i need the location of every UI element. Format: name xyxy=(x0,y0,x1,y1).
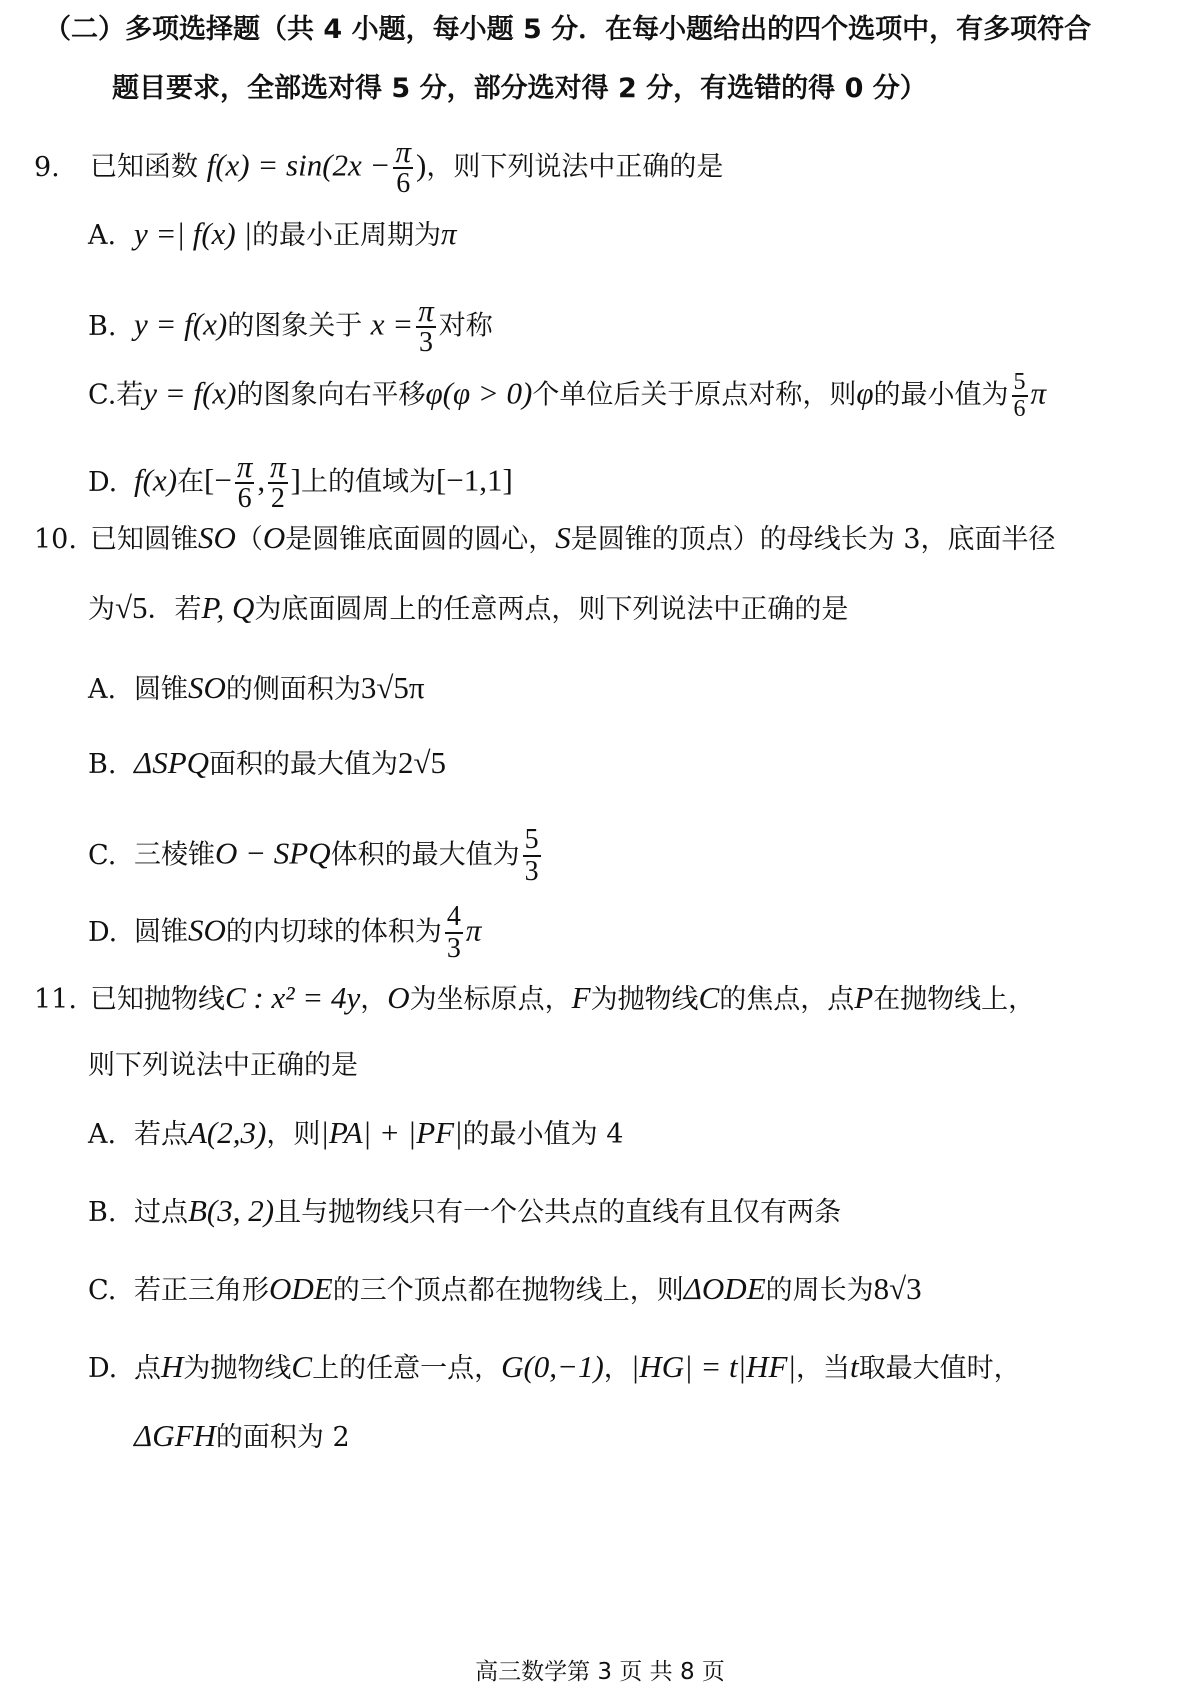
fraction: $\frac{4}{3}$ xyxy=(446,901,461,964)
question-11-option-a: A. 若点A(2,3)，则|PA| + |PF|的最小值为 4 xyxy=(88,1115,624,1150)
question-10-stem-line1: 10. 已知圆锥SO（O是圆锥底面圆的圆心，S是圆锥的顶点）的母线长为 3，底面半径 xyxy=(34,520,1056,555)
question-9-option-a: A. y =| f(x) |的最小正周期为π xyxy=(88,216,457,251)
question-9-option-b: B. y = f(x)的图象关于 x = $\frac{\pi}{3}$ 对称 xyxy=(88,293,493,358)
page-footer: 高三数学第 3 页 共 8 页 xyxy=(475,1659,725,1685)
question-10-option-c: C. 三棱锥O − SPQ体积的最大值为 $\frac{5}{3}$ xyxy=(88,824,539,887)
question-10-stem-line2: 为√5．若P, Q为底面圆周上的任意两点，则下列说法中正确的是 xyxy=(88,590,849,625)
fraction: $\frac{\pi}{6}$ xyxy=(236,449,253,514)
question-number: 9. xyxy=(34,151,60,183)
question-11-stem-line2: 则下列说法中正确的是 xyxy=(88,1050,358,1081)
question-9-option-c: C.若y = f(x)的图象向右平移φ(φ > 0)个单位后关于原点对称，则φ的最小值为 $\frac{5}{6}$ π xyxy=(88,369,1047,422)
question-11-stem-line1: 11. 已知抛物线C : x² = 4y，O为坐标原点，F为抛物线C的焦点，点P在抛物线上， xyxy=(34,980,1036,1015)
question-11-option-b: B. 过点B(3, 2)且与抛物线只有一个公共点的直线有且仅有两条 xyxy=(88,1193,842,1228)
fraction: $\frac{\pi}{6}$ xyxy=(395,134,411,199)
question-11-option-d-continued: ΔGFH的面积为 2 xyxy=(134,1418,350,1453)
question-number: 10. xyxy=(34,524,77,555)
section-header-line2: 题目要求，全部选对得 5 分，部分选对得 2 分，有选错的得 0 分） xyxy=(112,73,927,104)
fraction: $\frac{5}{6}$ xyxy=(1013,369,1026,422)
section-header-line1: （二）多项选择题（共 4 小题，每小题 5 分．在每小题给出的四个选项中，有多项符合 xyxy=(44,14,1092,45)
fraction: $\frac{\pi}{3}$ xyxy=(418,293,434,358)
question-11-option-c: C. 若正三角形ODE的三个顶点都在抛物线上，则ΔODE的周长为8√3 xyxy=(88,1271,922,1306)
fraction: $\frac{\pi}{2}$ xyxy=(270,449,286,514)
question-10-option-a: A. 圆锥SO的侧面积为3√5π xyxy=(88,670,425,705)
question-11-option-d: D. 点H为抛物线C上的任意一点，G(0,−1)，|HG| = t|HF|，当t取最大值时， xyxy=(88,1349,1021,1384)
question-9-option-d: D. f(x)在[− $\frac{\pi}{6}$ , $\frac{\pi}{2}$ ]上的值域为[−1,1] xyxy=(88,449,513,514)
fraction: $\frac{5}{3}$ xyxy=(524,824,539,887)
question-10-option-d: D. 圆锥SO的内切球的体积为 $\frac{4}{3}$ π xyxy=(88,901,482,964)
question-10-option-b: B. ΔSPQ面积的最大值为2√5 xyxy=(88,745,447,780)
question-9-stem: 9. 已知函数 f(x) = sin(2x − $\frac{\pi}{6}$ )，则下列说法中正确的是 xyxy=(34,134,724,199)
question-number: 11. xyxy=(34,984,77,1015)
